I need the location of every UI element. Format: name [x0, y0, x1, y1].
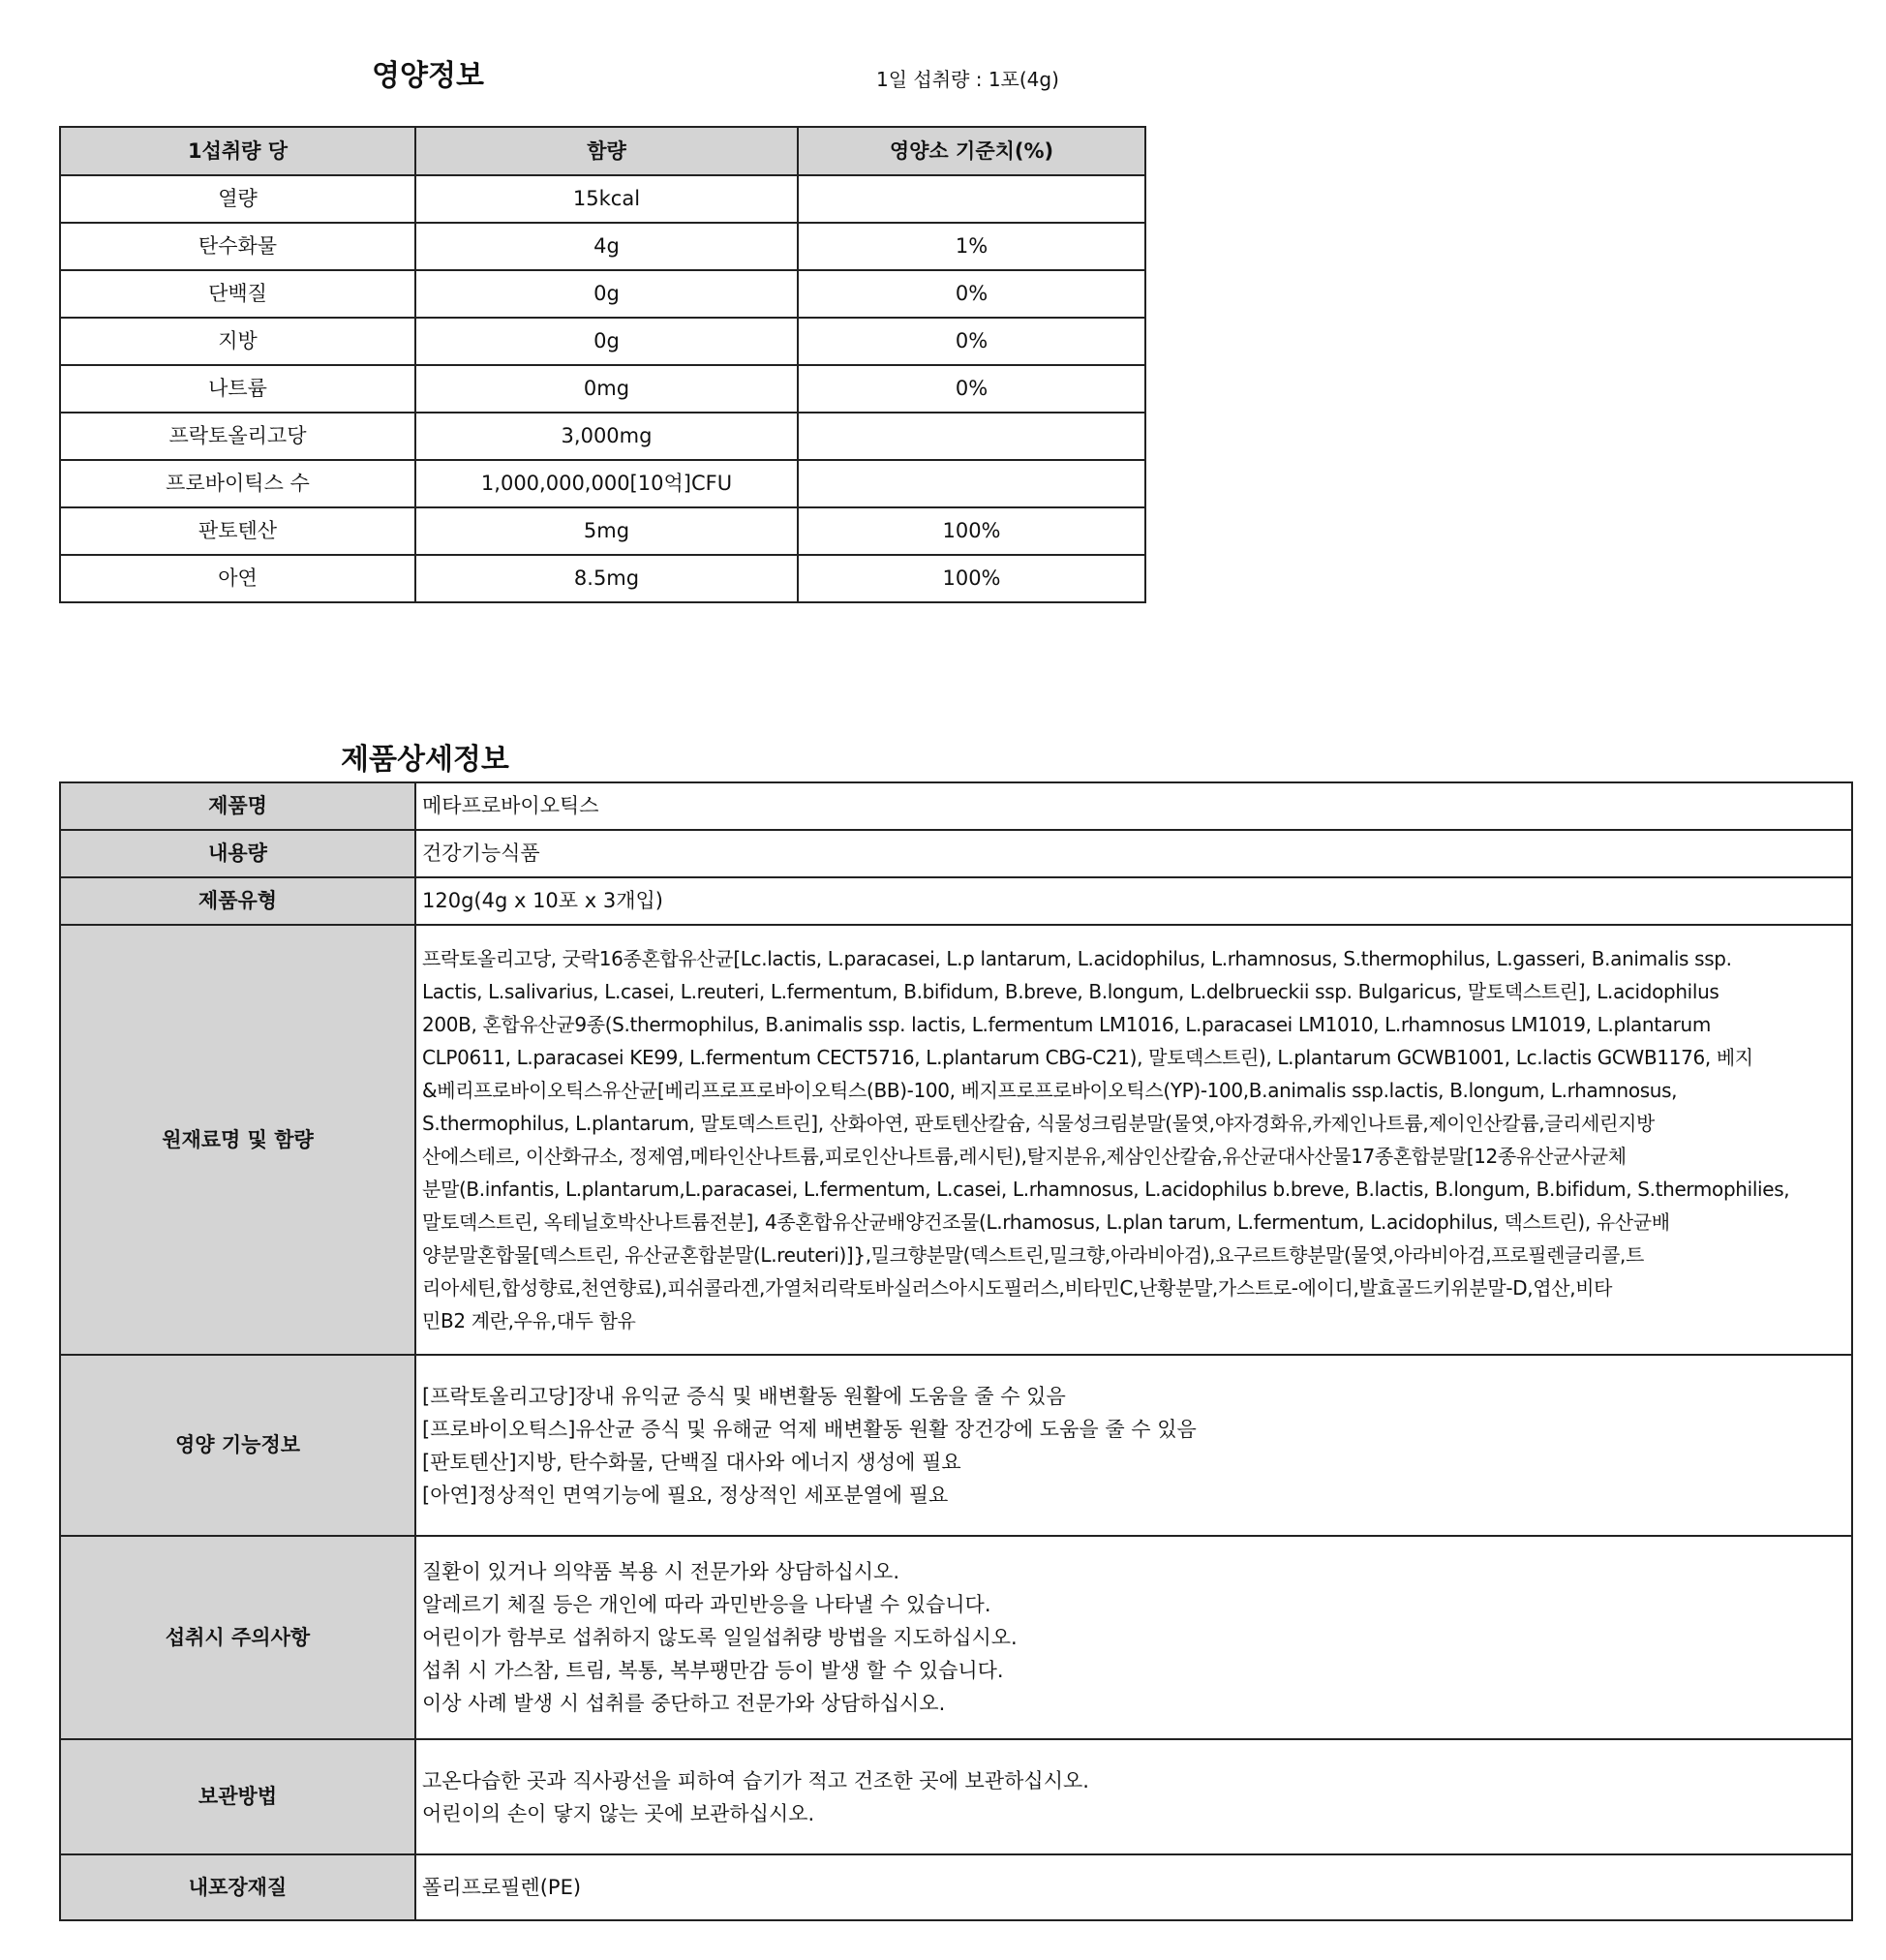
nutrition-header-row: [60, 127, 1145, 175]
precaution-line: 이상 사례 발생 시 섭취를 중단하고 전문가와 상담하십시오.: [422, 1692, 946, 1715]
nutrient-daily-value: 100%: [798, 507, 1145, 555]
product-detail-title: 제품상세정보: [341, 743, 509, 777]
nutrient-name: 판토텐산: [60, 507, 415, 555]
nutrition-title: 영양정보: [372, 59, 484, 93]
detail-value: 메타프로바이오틱스: [415, 782, 1852, 830]
nutrient-name: 프로바이틱스 수: [60, 460, 415, 507]
precaution-line: 질환이 있거나 의약품 복용 시 전문가와 상담하십시오.: [422, 1560, 900, 1583]
nutrient-name: 프락토올리고당: [60, 413, 415, 460]
nutrient-amount: 0g: [415, 318, 798, 365]
nutrition-row: [60, 223, 1145, 270]
ingredients-line: 리아세틴,합성향료,천연향료),피쉬콜라겐,가열처리락토바실러스아시도필러스,비타민C,난황분말,가스트로-에이디,발효골드키위분말-D,엽산,비타: [422, 1276, 1613, 1300]
nutrient-daily-value: [798, 175, 1145, 223]
nutrition-row: [60, 555, 1145, 602]
nutrition-row: [60, 175, 1145, 223]
precaution-line: 섭취 시 가스참, 트림, 복통, 복부팽만감 등이 발생 할 수 있습니다.: [422, 1659, 1004, 1682]
nutrient-daily-value: 0%: [798, 318, 1145, 365]
function-info-line: [프로바이오틱스]유산균 증식 및 유해균 억제 배변활동 원활 장건강에 도움을 줄 수 있음: [422, 1417, 1197, 1441]
nutrient-daily-value: 0%: [798, 270, 1145, 318]
ingredients-line: 말토덱스트린, 옥테닐호박산나트륨전분], 4종혼합유산균배양건조물(L.rhamosus, L.plan tarum, L.fermentum, L.acidophilus, 덱스트린), 유산균배: [422, 1210, 1670, 1234]
detail-label: 제품유형: [60, 877, 415, 925]
nutrition-row: [60, 365, 1145, 413]
storage-line: 어린이의 손이 닿지 않는 곳에 보관하십시오.: [422, 1801, 815, 1825]
detail-label: 내용량: [60, 830, 415, 877]
detail-row-function-info: [60, 1355, 1852, 1536]
nutrient-amount: 15kcal: [415, 175, 798, 223]
nutrient-amount: 3,000mg: [415, 413, 798, 460]
nutrition-row: [60, 413, 1145, 460]
nutrition-row: [60, 460, 1145, 507]
ingredients-line: &베리프로바이오틱스유산균[베리프로프로바이오틱스(BB)-100, 베지프로프로바이오틱스(YP)-100,B.animalis ssp.lactis, B.longum, L.rhamnosus,: [422, 1079, 1678, 1102]
nutrient-name: 단백질: [60, 270, 415, 318]
detail-label: 내포장재질: [60, 1854, 415, 1920]
detail-row-packaging: [60, 1854, 1852, 1920]
detail-label: 제품명: [60, 782, 415, 830]
ingredients-line: 양분말혼합물[덱스트린, 유산균혼합분말(L.reuteri)]},밀크향분말(덱스트린,밀크향,아라비아검),요구르트향분말(물엿,아라비아검,프로필렌글리콜,트: [422, 1243, 1644, 1267]
header-per-serving: 1섭취량 당: [60, 127, 415, 175]
precaution-line: 알레르기 체질 등은 개인에 따라 과민반응을 나타낼 수 있습니다.: [422, 1593, 991, 1616]
header-amount: 함량: [415, 127, 798, 175]
storage-line: 고온다습한 곳과 직사광선을 피하여 습기가 적고 건조한 곳에 보관하십시오.: [422, 1768, 1089, 1792]
detail-label: 원재료명 및 함량: [60, 925, 415, 1355]
nutrition-table: [59, 126, 1146, 603]
detail-row-product-name: [60, 782, 1852, 830]
detail-value: 폴리프로필렌(PE): [415, 1854, 1852, 1920]
nutrient-amount: 1,000,000,000[10억]CFU: [415, 460, 798, 507]
function-info-line: [판토텐산]지방, 탄수화물, 단백질 대사와 에너지 생성에 필요: [422, 1450, 961, 1474]
function-info-text: [415, 1355, 1852, 1536]
ingredients-line: S.thermophilus, L.plantarum, 말토덱스트린], 산화아연, 판토텐산칼슘, 식물성크림분말(물엿,야자경화유,카제인나트륨,제이인산칼륨,글리세린지방: [422, 1112, 1656, 1135]
nutrient-name: 지방: [60, 318, 415, 365]
ingredients-line: 프락토올리고당, 굿락16종혼합유산균[Lc.lactis, L.paracasei, L.p lantarum, L.acidophilus, L.rhamnosus, S.thermophilus, L.gasseri, B.animalis ssp.: [422, 947, 1732, 970]
ingredients-line: 민B2 계란,우유,대두 함유: [422, 1309, 636, 1332]
nutrient-daily-value: 100%: [798, 555, 1145, 602]
detail-label: 섭취시 주의사항: [60, 1536, 415, 1739]
detail-row-product-type: [60, 877, 1852, 925]
nutrient-daily-value: [798, 413, 1145, 460]
nutrient-daily-value: 0%: [798, 365, 1145, 413]
ingredients-line: 산에스테르, 이산화규소, 정제염,메타인산나트륨,피로인산나트륨,레시틴),탈지분유,제삼인산칼슘,유산균대사산물17종혼합분말[12종유산균사균체: [422, 1145, 1627, 1168]
detail-value: 120g(4g x 10포 x 3개입): [415, 877, 1852, 925]
precaution-line: 어린이가 함부로 섭취하지 않도록 일일섭취량 방법을 지도하십시오.: [422, 1626, 1018, 1649]
detail-row-ingredients: [60, 925, 1852, 1355]
function-info-line: [프락토올리고당]장내 유익균 증식 및 배변활동 원활에 도움을 줄 수 있음: [422, 1384, 1066, 1408]
nutrient-amount: 0g: [415, 270, 798, 318]
nutrient-name: 나트륨: [60, 365, 415, 413]
nutrient-name: 탄수화물: [60, 223, 415, 270]
nutrient-name: 아연: [60, 555, 415, 602]
ingredients-line: Lactis, L.salivarius, L.casei, L.reuteri, L.fermentum, B.bifidum, B.breve, B.longum, L.delbrueckii ssp. Bulgaricus, 말토덱스트린], L.acidophilus: [422, 980, 1719, 1003]
nutrient-amount: 0mg: [415, 365, 798, 413]
ingredients-text: [415, 925, 1852, 1355]
detail-row-precautions: [60, 1536, 1852, 1739]
serving-size-info: 1일 섭취량 : 1포(4g): [876, 68, 1059, 91]
nutrition-row: [60, 507, 1145, 555]
detail-row-storage: [60, 1739, 1852, 1854]
nutrition-row: [60, 318, 1145, 365]
nutrient-name: 열량: [60, 175, 415, 223]
nutrient-amount: 4g: [415, 223, 798, 270]
nutrition-row: [60, 270, 1145, 318]
storage-text: [415, 1739, 1852, 1854]
nutrient-daily-value: [798, 460, 1145, 507]
nutrient-amount: 5mg: [415, 507, 798, 555]
detail-value: 건강기능식품: [415, 830, 1852, 877]
product-detail-table: [59, 781, 1853, 1921]
precautions-text: [415, 1536, 1852, 1739]
ingredients-line: 200B, 혼합유산균9종(S.thermophilus, B.animalis ssp. lactis, L.fermentum LM1016, L.paracasei LM1010, L.rhamnosus LM1019, L.plantarum: [422, 1013, 1711, 1036]
detail-label: 영양 기능정보: [60, 1355, 415, 1536]
header-daily-value: 영양소 기준치(%): [798, 127, 1145, 175]
nutrient-amount: 8.5mg: [415, 555, 798, 602]
detail-label: 보관방법: [60, 1739, 415, 1854]
ingredients-line: 분말(B.infantis, L.plantarum,L.paracasei, L.fermentum, L.casei, L.rhamnosus, L.acidophilus b.breve, B.lactis, B.longum, B.bifidum, S.thermophilies,: [422, 1178, 1790, 1201]
function-info-line: [아연]정상적인 면역기능에 필요, 정상적인 세포분열에 필요: [422, 1483, 949, 1507]
detail-row-content: [60, 830, 1852, 877]
ingredients-line: CLP0611, L.paracasei KE99, L.fermentum CECT5716, L.plantarum CBG-C21), 말토덱스트린), L.plantarum GCWB1001, Lc.lactis GCWB1176, 베지: [422, 1046, 1753, 1069]
nutrient-daily-value: 1%: [798, 223, 1145, 270]
